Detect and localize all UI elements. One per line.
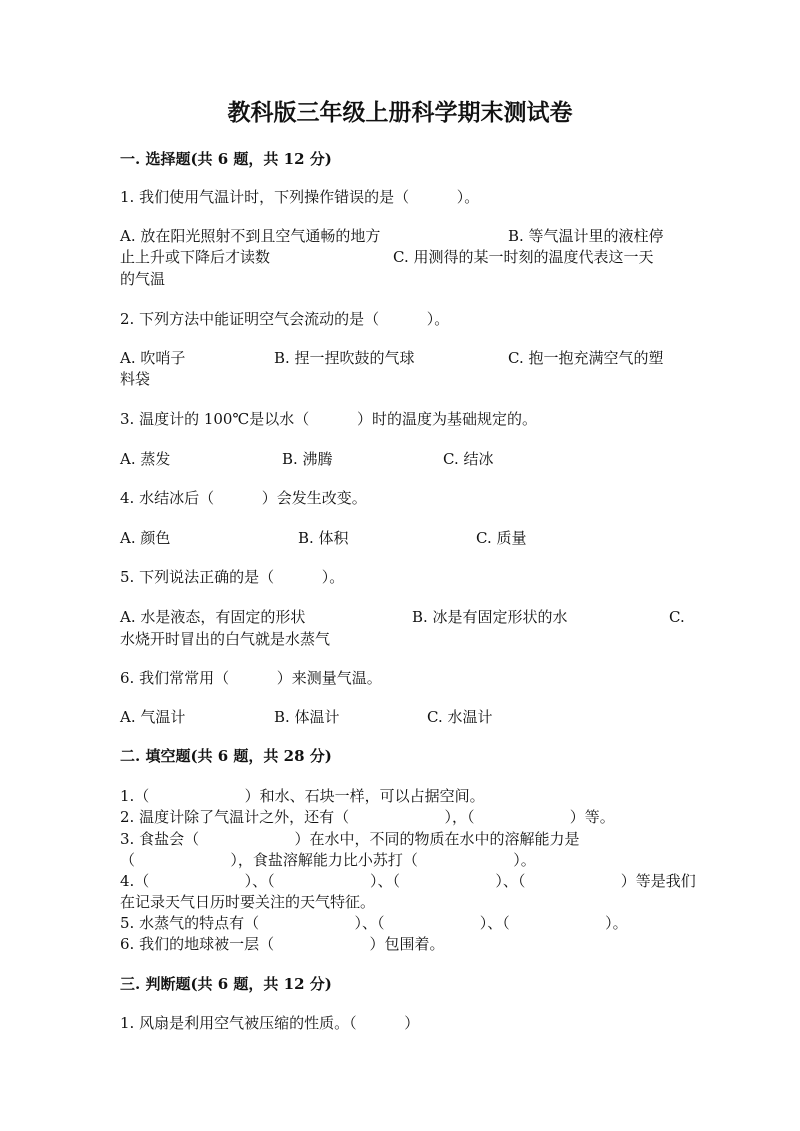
section-heading-fill: 二. 填空题(共 6 题，共 28 分) — [120, 747, 332, 765]
fill-line: 3. 食盐会（ ）在水中，不同的物质在水中的溶解能力是 — [120, 830, 580, 848]
fill-line: （ ），食盐溶解能力比小苏打（ ）。 — [120, 851, 536, 869]
option-text: A. 水是液态，有固定的形状 — [120, 608, 306, 626]
option-text: A. 气温计 — [120, 708, 186, 726]
option-text: 止上升或下降后才读数 — [120, 248, 271, 266]
fill-line: 1.（ ）和水、石块一样，可以占据空间。 — [120, 787, 485, 805]
question-stem: 4. 水结冰后（ ）会发生改变。 — [120, 489, 367, 507]
option-text: A. 颜色 — [120, 529, 171, 547]
question-stem: 1. 我们使用气温计时，下列操作错误的是（ ）。 — [120, 188, 480, 206]
section-heading-choice: 一. 选择题(共 6 题，共 12 分) — [120, 150, 332, 168]
option-text: 料袋 — [120, 370, 151, 388]
fill-line: 6. 我们的地球被一层（ ）包围着。 — [120, 935, 445, 953]
option-text: C. 质量 — [476, 529, 527, 547]
option-text: 水烧开时冒出的白气就是水蒸气 — [120, 630, 331, 648]
option-text: B. 体积 — [298, 529, 349, 547]
option-text: C. 水温计 — [427, 708, 493, 726]
option-text: A. 吹哨子 — [120, 349, 186, 367]
question-stem: 6. 我们常常用（ ）来测量气温。 — [120, 669, 382, 687]
option-text: B. 沸腾 — [282, 450, 333, 468]
fill-line: 在记录天气日历时要关注的天气特征。 — [120, 893, 376, 911]
page-title: 教科版三年级上册科学期末测试卷 — [227, 99, 573, 126]
option-text: C. 结冰 — [443, 450, 494, 468]
question-stem: 3. 温度计的 100℃是以水（ ）时的温度为基础规定的。 — [120, 410, 537, 428]
question-stem: 2. 下列方法中能证明空气会流动的是（ ）。 — [120, 310, 450, 328]
option-text: 的气温 — [120, 270, 166, 288]
question-stem: 1. 风扇是利用空气被压缩的性质。（ ） — [120, 1014, 420, 1032]
option-text: C. 抱一抱充满空气的塑 — [508, 349, 664, 367]
fill-line: 5. 水蒸气的特点有（ ）、（ ）、（ ）。 — [120, 914, 628, 932]
fill-line: 4.（ ）、（ ）、（ ）、（ ）等是我们 — [120, 872, 696, 890]
fill-line: 2. 温度计除了气温计之外，还有（ ），（ ）等。 — [120, 808, 615, 826]
option-text: B. 冰是有固定形状的水 — [412, 608, 568, 626]
option-text: A. 蒸发 — [120, 450, 171, 468]
option-text: A. 放在阳光照射不到且空气通畅的地方 — [120, 227, 381, 245]
option-text: B. 等气温计里的液柱停 — [508, 227, 664, 245]
question-stem: 5. 下列说法正确的是（ ）。 — [120, 568, 345, 586]
option-text: B. 捏一捏吹鼓的气球 — [274, 349, 415, 367]
section-heading-judge: 三. 判断题(共 6 题，共 12 分) — [120, 975, 332, 993]
option-text: B. 体温计 — [274, 708, 340, 726]
option-text: C. — [669, 608, 685, 626]
option-text: C. 用测得的某一时刻的温度代表这一天 — [393, 248, 654, 266]
